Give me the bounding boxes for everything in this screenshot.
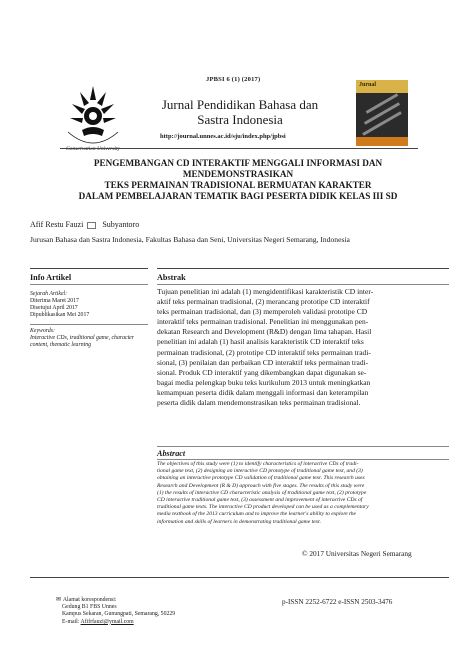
abstract-heading: Abstract: [157, 449, 186, 458]
published-date: Dipublikasikan Mei 2017: [30, 312, 90, 318]
keywords: Interactive CDs, traditional game, character content, thematic learning: [30, 335, 135, 348]
abstract-text: The objectives of this study were (1) to identify characteristics of interactive CDs of tradi- tional game text, (2) designing an interactive CD prototype of traditional game text, and (3) obtaining an interactive prototype CD validation of traditional game text. This research uses Research and Development (R & D) approach with five stages. The results of this study were (1) the results of interactive CD characteristic analysis of traditional game text, (2) prototype CD interactive traditional game text, (3) assessment and improvement of interactive CDs of traditional game texts. The interactive CD product developed can be used as a complementary media textbook of the 2013 curriculum and to improve the learner's ability to explore the information and skills of learners in demonstrating traditional game text.: [157, 461, 369, 525]
issn: p-ISSN 2252-6722 e-ISSN 2503-3476: [282, 598, 393, 606]
author-name: Afif Restu Fauzi: [30, 220, 84, 229]
affiliation: Jurusan Bahasa dan Sastra Indonesia, Fakultas Bahasa dan Seni, Universitas Negeri Semarang, Indonesia: [30, 235, 350, 244]
info-heading: Info Artikel: [30, 273, 72, 282]
article-info: [30, 291, 148, 349]
correspondence: [56, 597, 176, 626]
email-icon: [87, 222, 96, 229]
title-line: PENGEMBANGAN CD INTERAKTIF MENGGALI INFORMASI DAN: [93, 158, 383, 168]
address-line: Gedung B1 FBS Unnes: [62, 604, 117, 611]
abstrak-text: Tujuan penelitian ini adalah (1) mengidentifikasi karakteristik CD inter- aktif teks permainan tradisional, (2) merancang prototipe CD interaktif teks permainan tradisional, dan (3) memperoleh validasi prototipe CD interaktif teks permainan tradisional. Penelitian ini menggunakan pen- dekatan Research and Development (R&D) dengan lima tahapan. Hasil penelitian ini adalah (1) hasil analisis karakteristik CD interaktif teks permainan tradisional, (2) prototipe CD interaktif teks permainan tradi- sional, (3) penilaian dan perbaikan CD interaktif teks permainan tradi- sional. Produk CD interaktif yang dikembangkan dapat digunakan se- bagai media pelengkap buku teks kurikulum 2013 untuk meningkatkan kemampuan peserta didik dalam menggali informasi dan keterampilan peserta didik dalam mendemonstrasikan teks permainan tradisional.: [157, 287, 374, 408]
accepted-date: Disetujui April 2017: [30, 305, 78, 311]
email-label: E-mail:: [62, 618, 80, 625]
journal-url[interactable]: http://journal.unnes.ac.id/sju/index.php/jpbsi: [160, 133, 286, 140]
title-line: TEKS PERMAINAN TRADISIONAL BERMUATAN KARAKTER: [104, 180, 372, 190]
abstrak-heading: Abstrak: [157, 273, 186, 282]
author-name: Subyantoro: [102, 220, 140, 229]
article-title: [60, 158, 416, 202]
address-line: Kampus Sekaran, Gunungpati, Semarang, 50229: [62, 611, 176, 618]
journal-issue: JPBSI 6 (1) (2017): [206, 76, 261, 83]
logo-text: Conservation University: [66, 146, 120, 152]
correspondence-label: Alamat korespondensi:: [62, 597, 117, 603]
university-logo-icon: [60, 80, 126, 154]
journal-title: Jurnal Pendidikan Bahasa dan Sastra Indonesia: [161, 97, 319, 127]
mail-icon: ✉: [56, 597, 61, 603]
journal-cover-image: Jurnal: [356, 80, 408, 146]
copyright: © 2017 Universitas Negeri Semarang: [302, 549, 412, 558]
title-line: DALAM PEMBELAJARAN TEMATIK BAGI PESERTA DIDIK KELAS III SD: [78, 191, 398, 201]
authors: [30, 220, 139, 229]
title-line: MENDEMONSTRASIKAN: [182, 169, 294, 179]
received-date: Diterima Maret 2017: [30, 298, 79, 304]
email-link[interactable]: Afifrfauzi@ymail.com: [80, 618, 134, 625]
keywords-label: Keywords:: [30, 328, 55, 334]
history-label: Sejarah Artikel:: [30, 291, 68, 297]
